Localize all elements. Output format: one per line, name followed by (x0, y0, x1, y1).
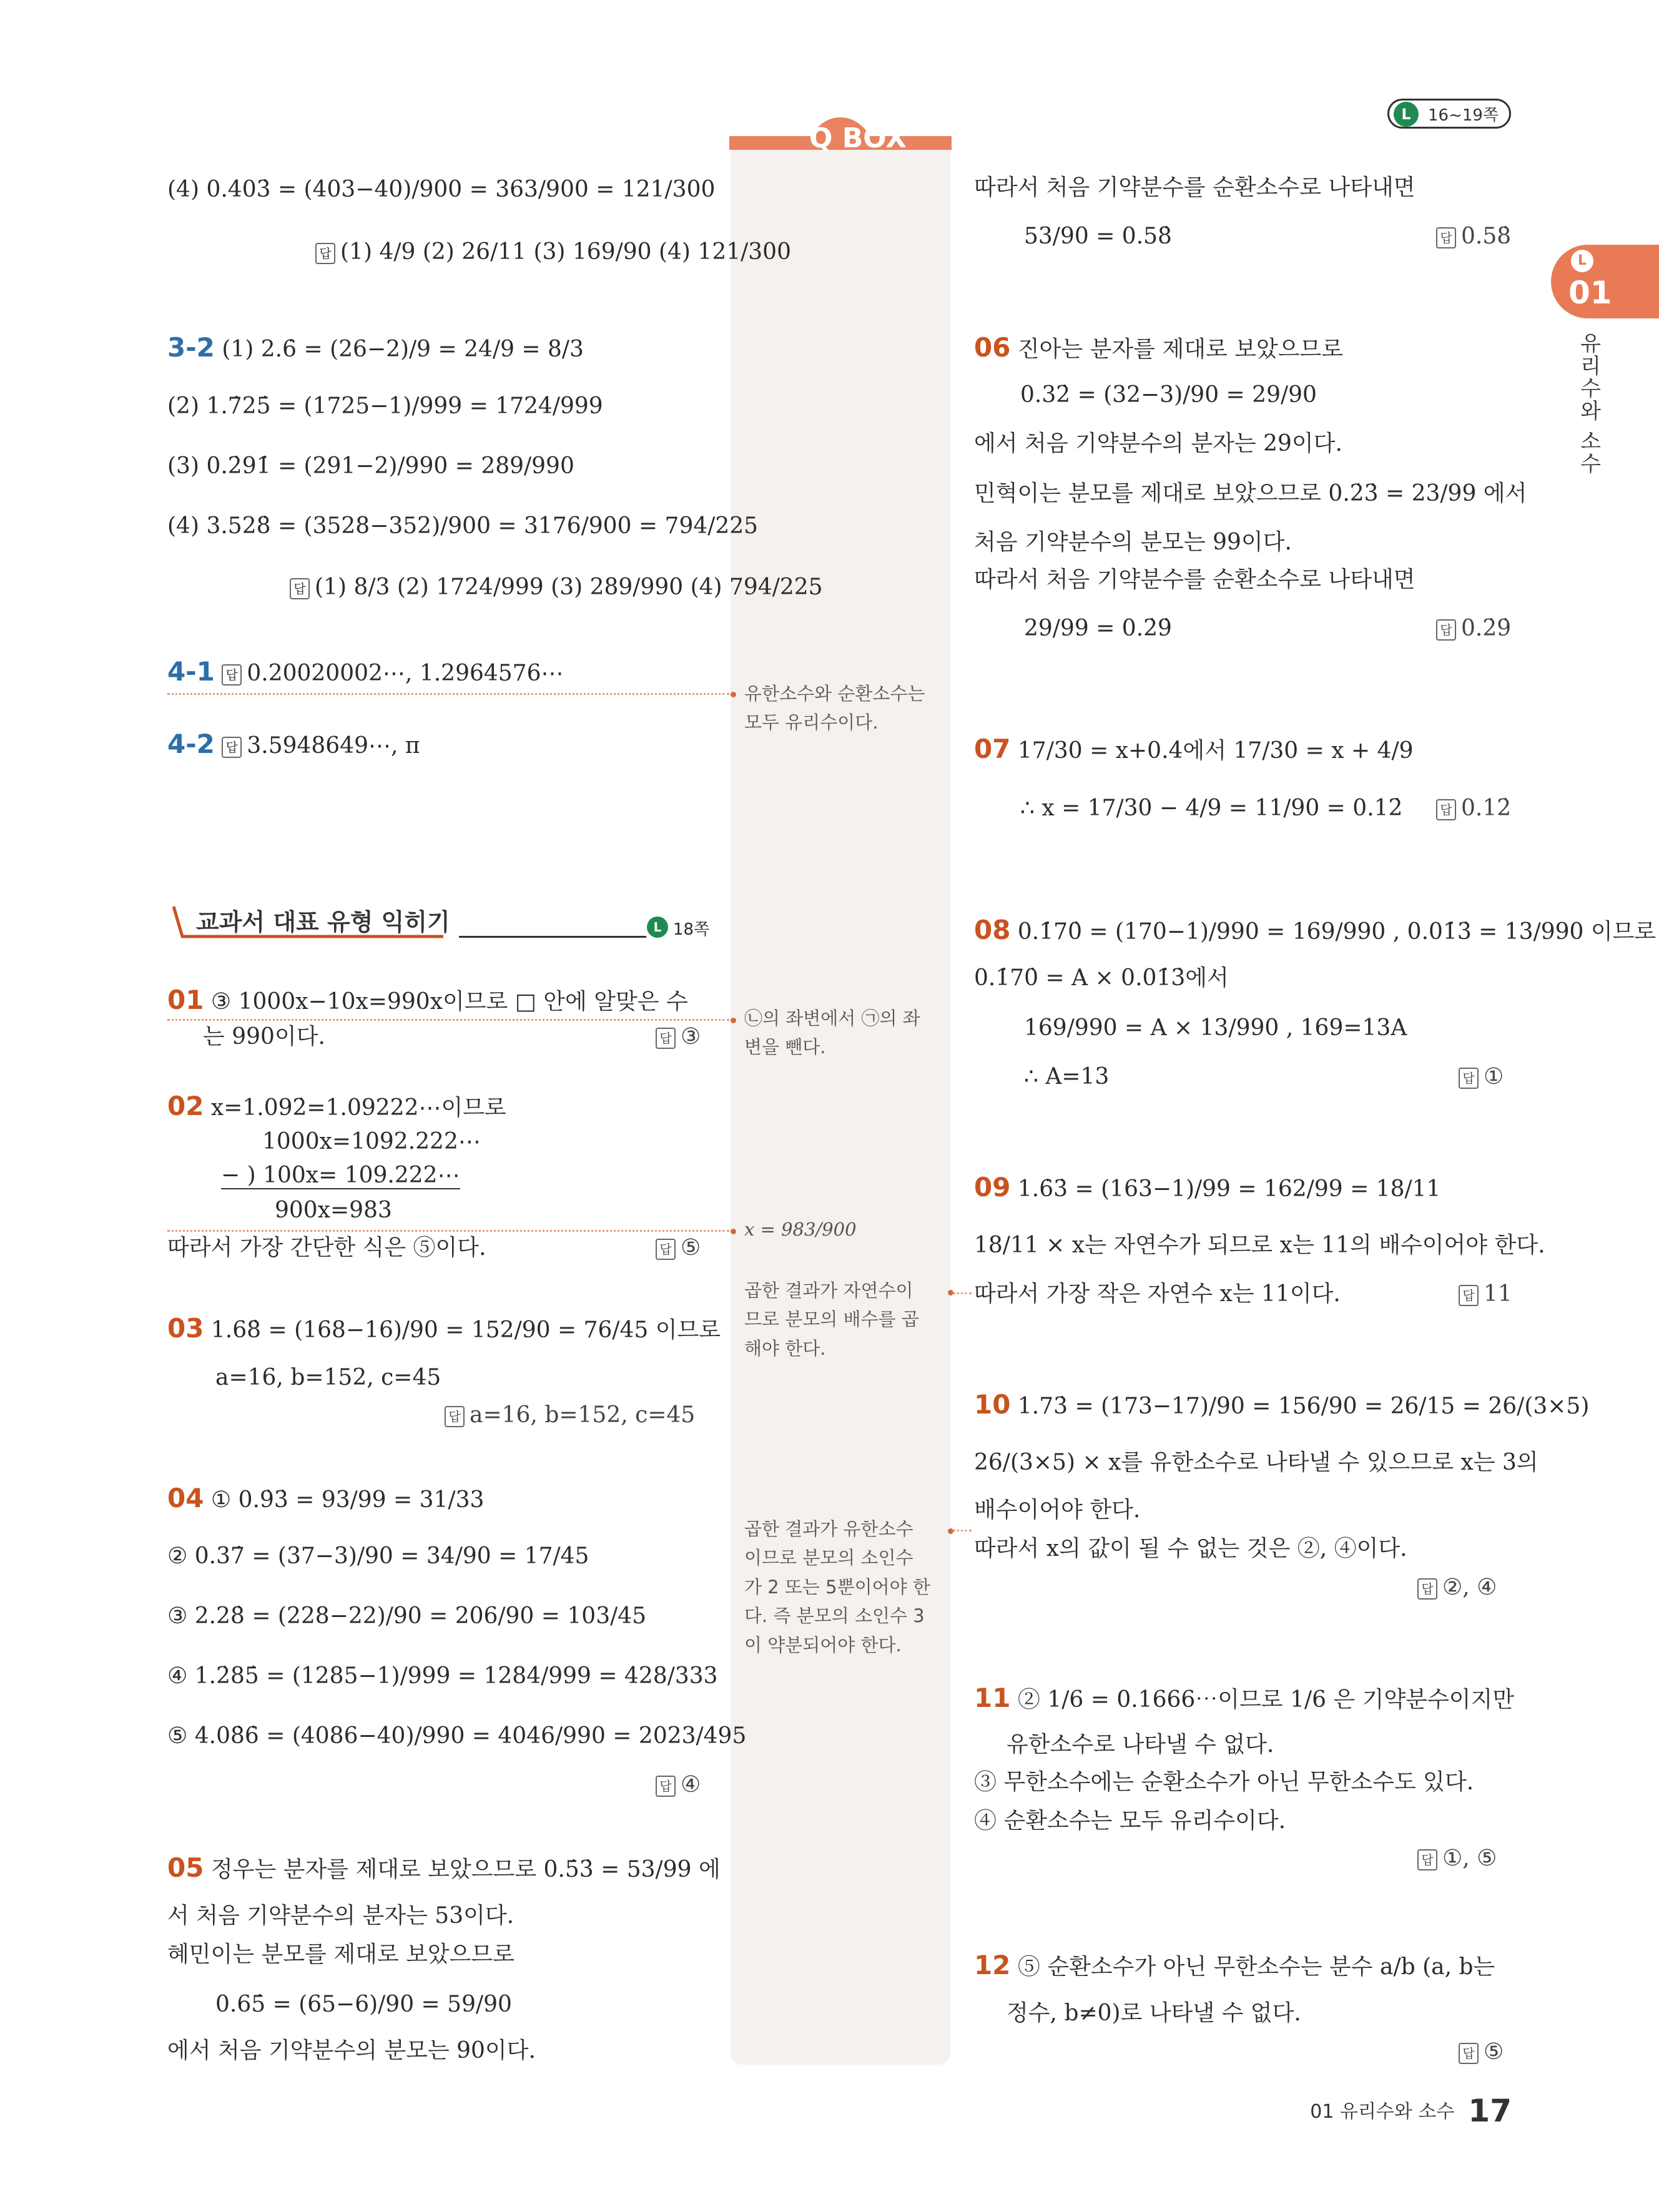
qbox-label: Q BOX (809, 122, 907, 154)
r05-line-1: 따라서 처음 기약분수를 순환소수로 나타내면 (974, 175, 1415, 200)
question-04: 04 ① 0.9̇3̇ = 93/99 = 31/33 (167, 1483, 485, 1513)
q11-line-4: ④ 순환소수는 모두 유리수이다. (974, 1808, 1286, 1834)
q07-answer: 답 0.12̇ (1436, 795, 1511, 821)
q05-line-2: 서 처음 기약분수의 분자는 53이다. (167, 1903, 514, 1929)
q10-line-2: 26/(3×5) × x를 유한소수로 나타낼 수 있으므로 x는 3의 (974, 1450, 1538, 1475)
question-11: 11 ② 1/6 = 0.1666⋯이므로 1/6 은 기약분수이지만 (974, 1683, 1515, 1713)
q02-answer: 답 ⑤ (656, 1235, 701, 1261)
q04-line-3: ③ 2.28̇ = (228−22)/90 = 206/90 = 103/45 (167, 1603, 647, 1629)
side-tab-number: 01 (1568, 275, 1612, 311)
question-09: 09 1.6̇3̇ = (163−1)/99 = 162/99 = 18/11 (974, 1172, 1441, 1202)
question-06: 06 진아는 분자를 제대로 보았으므로 (974, 332, 1344, 363)
qbox-note-4: 곱한 결과가 자연수이 므로 분모의 배수를 곱 해야 한다. (744, 1280, 919, 1359)
section-heading (169, 904, 456, 941)
q02-line-5: 따라서 가장 간단한 식은 ⑤이다. (167, 1235, 486, 1261)
lesson-circle: L (1394, 102, 1419, 127)
q01-answer: 답 ③ (656, 1024, 701, 1049)
q06-line-7: 29/99 = 0.2̇9̇ (1024, 616, 1172, 641)
q04-line-5: ⑤ 4.08̇6̇ = (4086−40)/990 = 4046/990 = 2023/495 (167, 1723, 747, 1749)
p34-line: (4) 0.403̇ = (403−40)/900 = 363/900 = 121/300 (167, 177, 716, 202)
dotted-leader (167, 1230, 729, 1232)
footer-chapter: 01 유리수와 소수 (1310, 2101, 1455, 2123)
q06-line-4: 민혁이는 분모를 제대로 보았으므로 0.2̇3̇ = 23/99 에서 (974, 481, 1527, 506)
q10-answer: 답 ②, ④ (1417, 1575, 1497, 1600)
dotted-leader (167, 693, 729, 695)
q08-line-2: 0.1̇70̇ = A × 0.01̇3̇에서 (974, 965, 1229, 991)
q04-line-4: ④ 1.2̇85̇ = (1285−1)/999 = 1284/999 = 428/333 (167, 1663, 718, 1689)
problem-4-2: 4-2 답 3.5948649⋯, π (167, 729, 420, 759)
qbox-column (731, 139, 950, 2065)
q09-line-2: 18/11 × x는 자연수가 되므로 x는 11의 배수이어야 한다. (974, 1232, 1545, 1258)
note-dot (731, 692, 736, 697)
question-07: 07 17/30 = x+0.4̇에서 17/30 = x + 4/9 (974, 734, 1414, 764)
q12-line-2: 정수, b≠0)로 나타낼 수 없다. (1007, 2000, 1301, 2026)
qbox-header (729, 117, 952, 159)
page-footer (1310, 2093, 1512, 2129)
q12-answer: 답 ⑤ (1459, 2039, 1504, 2065)
page-range: 16~19쪽 (1428, 106, 1499, 125)
question-02: 02 x=1.092̇=1.09222⋯이므로 (167, 1091, 506, 1121)
p3-2-line-2: (2) 1.7̇25̇ = (1725−1)/999 = 1724/999 (167, 393, 603, 419)
q05-line-4: 0.65̇ = (65−6)/90 = 59/90 (215, 1992, 512, 2017)
question-12: 12 ⑤ 순환소수가 아닌 무한소수는 분수 a/b (a, b는 (974, 1950, 1495, 1980)
p3-2-answer: 답 (1) 8/3 (2) 1724/999 (3) 289/990 (4) 794/225 (290, 574, 823, 600)
section-lesson-circle: L (647, 917, 668, 938)
question-10: 10 1.73̇ = (173−17)/90 = 156/90 = 26/15 = 26/(3×5) (974, 1389, 1590, 1420)
dotted-leader (953, 1530, 972, 1531)
q03-line-2: a=16, b=152, c=45 (215, 1365, 441, 1390)
note-dot (731, 1018, 736, 1023)
q06-answer: 답 0.2̇9̇ (1436, 616, 1511, 641)
q05-line-3: 혜민이는 분모를 제대로 보았으므로 (167, 1942, 514, 1967)
q08-line-4: ∴ A=13 (1024, 1064, 1110, 1089)
p34-answer: 답 (1) 4/9 (2) 26/11 (3) 169/90 (4) 121/300 (315, 239, 791, 265)
question-01: 01 ③ 1000x−10x=990x이므로 □ 안에 알맞은 수 (167, 985, 688, 1015)
problem-3-2: 3-2 (1) 2.6̇ = (26−2)/9 = 24/9 = 8/3 (167, 332, 584, 363)
r05-line-2: 53/90 = 0.58̇ (1024, 224, 1172, 249)
q11-line-3: ③ 무한소수에는 순환소수가 아닌 무한소수도 있다. (974, 1769, 1474, 1795)
q02-line-4: 900x=983 (275, 1197, 392, 1223)
q06-line-2: 0.32̇ = (32−3)/90 = 29/90 (1020, 382, 1317, 408)
question-08: 08 0.1̇70̇ = (170−1)/990 = 169/990 , 0.01̇3̇ = 13/990 이므로 (974, 915, 1657, 945)
p3-2-line-3: (3) 0.2̇91̇ = (291−2)/990 = 289/990 (167, 453, 574, 479)
problem-4-1: 4-1 답 0.20020002⋯, 1.2964576⋯ (167, 656, 564, 687)
q03-answer: 답 a=16, b=152, c=45 (445, 1402, 695, 1428)
section-title: 교과서 대표 유형 익히기 (196, 908, 450, 936)
q09-line-3: 따라서 가장 작은 자연수 x는 11이다. (974, 1281, 1341, 1307)
q08-answer: 답 ① (1459, 1064, 1504, 1089)
side-tab-letter: L (1571, 250, 1593, 272)
q11-line-2: 유한소수로 나타낼 수 없다. (1007, 1732, 1274, 1757)
q06-line-6: 따라서 처음 기약분수를 순환소수로 나타내면 (974, 567, 1415, 592)
section-rule (459, 936, 646, 938)
side-tab-title: 유리수와 소수 (1576, 332, 1601, 475)
q02-line-2: 1000x=1092.222⋯ (262, 1129, 481, 1154)
page-number: 17 (1468, 2093, 1512, 2129)
qbox-note-5: 곱한 결과가 유한소수 이므로 분모의 소인수 가 2 또는 5뿐이어야 한 다. 즉 분모의 소인수 3 이 약분되어야 한다. (744, 1518, 930, 1656)
qbox-note-2: ㉡의 좌변에서 ㉠의 좌 변을 뺀다. (744, 1008, 920, 1058)
qbox-note-3: x = 983/900 (744, 1219, 857, 1240)
q10-line-4: 따라서 x의 값이 될 수 없는 것은 ②, ④이다. (974, 1536, 1407, 1561)
p3-2-line-4: (4) 3.528̇ = (3528−352)/900 = 3176/900 = 794/225 (167, 513, 759, 539)
q09-answer: 답 11 (1459, 1281, 1512, 1307)
q05-line-5: 에서 처음 기약분수의 분모는 90이다. (167, 2038, 536, 2063)
dotted-leader (167, 1019, 729, 1021)
q11-answer: 답 ①, ⑤ (1417, 1846, 1497, 1871)
q10-line-3: 배수이어야 한다. (974, 1497, 1141, 1523)
q06-line-5: 처음 기약분수의 분모는 99이다. (974, 529, 1292, 555)
q01-line-2: 는 990이다. (203, 1024, 325, 1049)
question-05: 05 정우는 분자를 제대로 보았으므로 0.5̇3̇ = 53/99 에 (167, 1852, 721, 1883)
note-dot (731, 1229, 736, 1234)
q06-line-3: 에서 처음 기약분수의 분자는 29이다. (974, 431, 1342, 456)
section-page: 18쪽 (673, 920, 710, 939)
dotted-leader (953, 1292, 972, 1294)
question-03: 03 1.68̇ = (168−16)/90 = 152/90 = 76/45 이므로 (167, 1313, 721, 1344)
r05-answer: 답 0.58̇ (1436, 224, 1511, 249)
q07-line-2: ∴ x = 17/30 − 4/9 = 11/90 = 0.12̇ (1020, 795, 1403, 821)
q04-answer: 답 ④ (656, 1772, 701, 1797)
q02-line-3: − ) 100x= 109.222⋯ (221, 1163, 460, 1189)
qbox-note-1: 유한소수와 순환소수는 모두 유리수이다. (744, 683, 925, 734)
q04-line-2: ② 0.37̇ = (37−3)/90 = 34/90 = 17/45 (167, 1543, 589, 1569)
q08-line-3: 169/990 = A × 13/990 , 169=13A (1024, 1015, 1407, 1041)
